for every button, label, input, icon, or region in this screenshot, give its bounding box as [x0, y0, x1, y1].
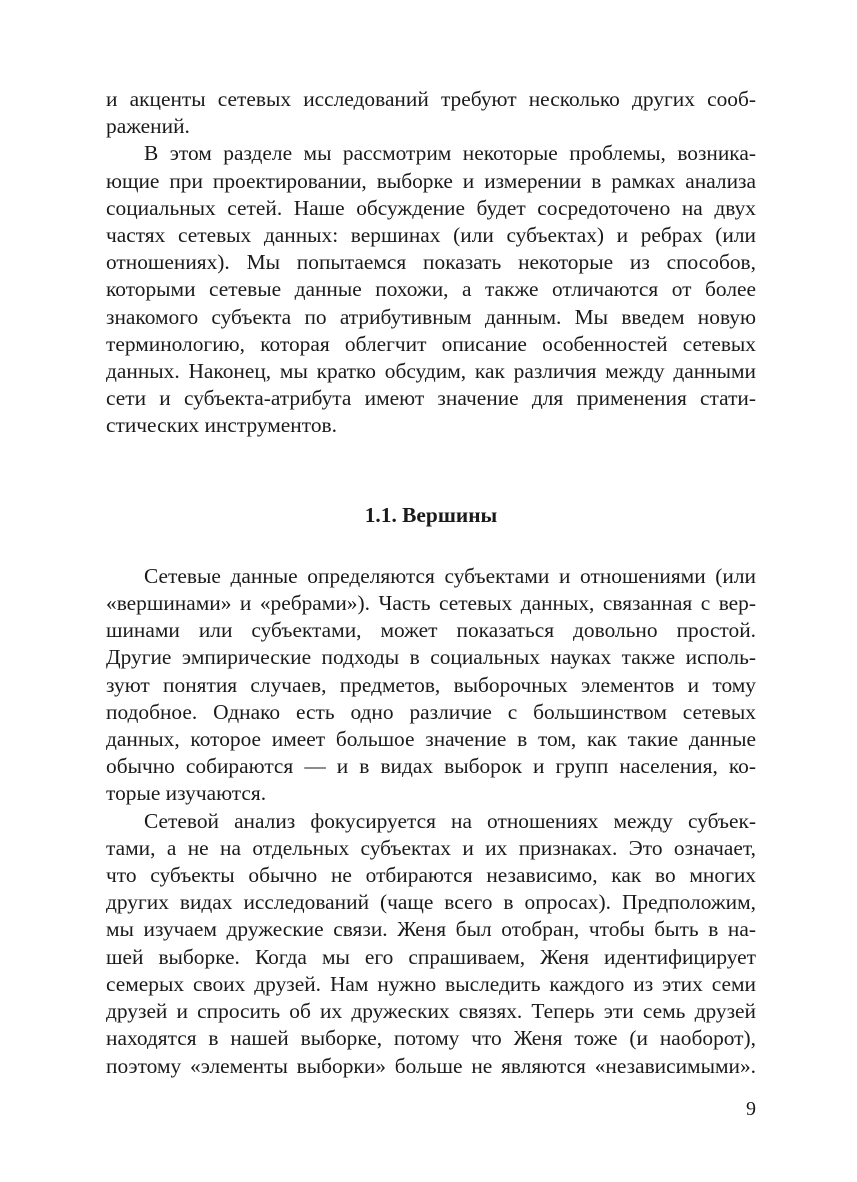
text-line: семерых своих друзей. Нам нужно выследить каждого из этих семи — [106, 971, 756, 996]
text-line: частях сетевых данных: вершинах (или субъектах) и ребрах (или — [106, 223, 756, 248]
text-line: других видах исследований (чаще всего в опросах). Предположим, — [106, 890, 756, 915]
paragraph — [106, 563, 756, 808]
text-line: которыми сетевые данные похожи, а также отличаются от более — [106, 277, 756, 302]
text-line: Сетевой анализ фокусируется на отношениях между субъек- — [144, 808, 756, 833]
paragraph — [106, 86, 756, 140]
paragraph — [106, 140, 756, 439]
section-heading: 1.1. Вершины — [364, 502, 498, 527]
text-line: В этом разделе мы рассмотрим некоторые проблемы, возника- — [144, 141, 756, 166]
text-line: терминологию, которая облегчит описание особенностей сетевых — [106, 331, 756, 356]
text-line: тами, а не на отдельных субъектах и их признаках. Это означает, — [106, 835, 756, 860]
text-line: шинами или субъектами, может показаться довольно простой. — [106, 618, 756, 643]
page-body — [106, 86, 756, 1080]
page-number: 9 — [746, 1098, 756, 1120]
text-line: сети и субъекта-атрибута имеют значение для применения стати- — [106, 386, 756, 411]
text-line: и акценты сетевых исследований требуют несколько других сооб- — [106, 87, 756, 111]
intro-text — [106, 86, 756, 440]
paragraph — [106, 808, 756, 1080]
text-line: торые изучаются. — [106, 781, 267, 806]
text-line: друзей и спросить об их дружеских связях. Теперь эти семь друзей — [106, 999, 756, 1024]
text-line: находятся в нашей выборке, потому что Женя тоже (и наоборот), — [106, 1026, 756, 1051]
text-line: обычно собираются — и в видах выборок и групп населения, ко- — [106, 754, 756, 779]
text-line: подобное. Однако есть одно различие с большинством сетевых — [106, 699, 756, 724]
text-line: ющие при проектировании, выборке и измерении в рамках анализа — [106, 168, 756, 193]
text-line: поэтому «элементы выборки» больше не являются «независимыми». — [106, 1053, 756, 1078]
text-line: мы изучаем дружеские связи. Женя был отобран, чтобы быть в на- — [106, 917, 756, 942]
spacer — [106, 529, 756, 563]
text-line: Сетевые данные определяются субъектами и отношениями (или — [144, 563, 756, 588]
section-text — [106, 563, 756, 1080]
text-line: знакомого субъекта по атрибутивным данным. Мы введем новую — [106, 304, 756, 329]
text-line: ражений. — [106, 114, 190, 139]
text-line: «вершинами» и «ребрами»). Часть сетевых данных, связанная с вер- — [106, 591, 756, 616]
text-line: что субъекты обычно не отбираются независимо, как во многих — [106, 863, 756, 888]
text-line: данных, которое имеет большое значение в том, как такие данные — [106, 727, 756, 752]
text-line: Другие эмпирические подходы в социальных науках также исполь- — [106, 645, 756, 670]
spacer — [106, 440, 756, 502]
text-line: стических инструментов. — [106, 413, 337, 438]
text-line: зуют понятия случаев, предметов, выборочных элементов и тому — [106, 672, 756, 697]
text-line: данных. Наконец, мы кратко обсудим, как различия между данными — [106, 359, 756, 384]
text-line: социальных сетей. Наше обсуждение будет сосредоточено на двух — [106, 195, 756, 220]
text-line: шей выборке. Когда мы его спрашиваем, Женя идентифицирует — [106, 944, 756, 969]
text-line: отношениях). Мы попытаемся показать некоторые из способов, — [106, 250, 756, 275]
